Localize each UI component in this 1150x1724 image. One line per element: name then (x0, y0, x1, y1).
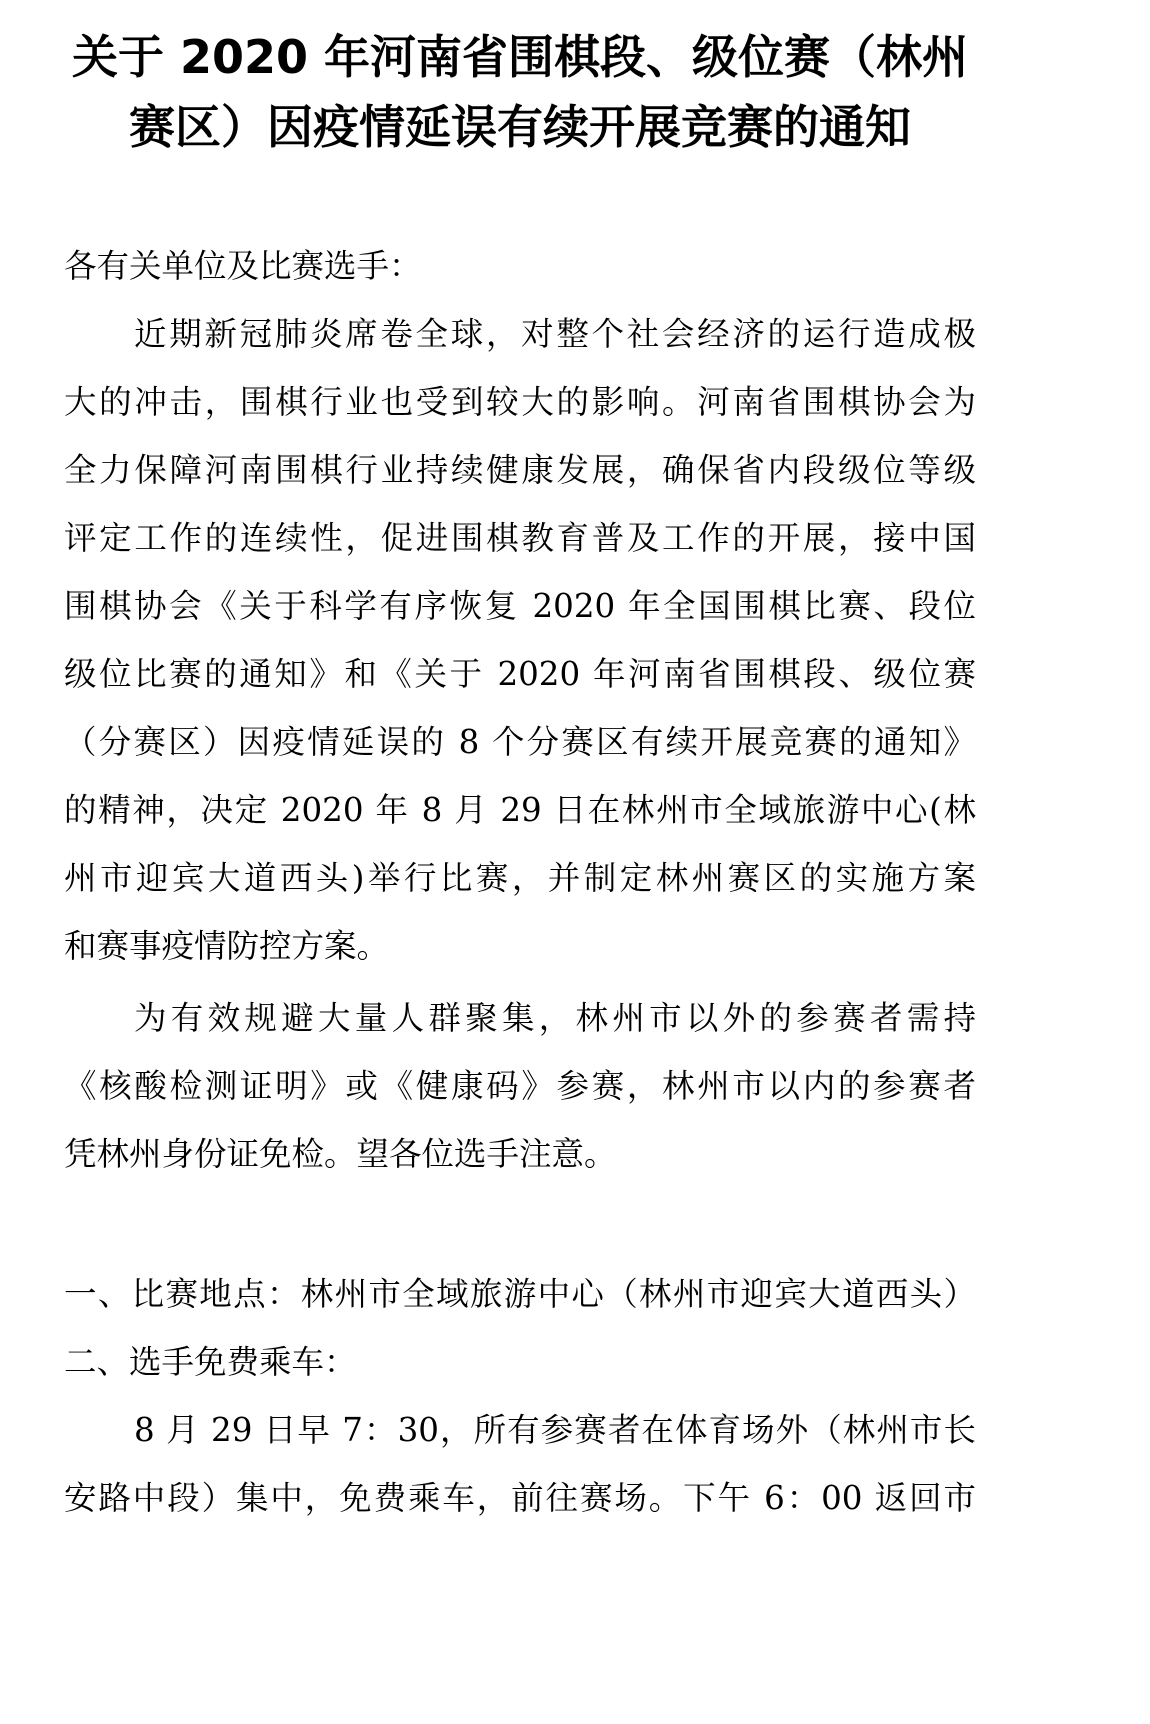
document-title-line-2: 赛区）因疫情延误有续开展竞赛的通知 (129, 100, 911, 154)
paragraph-1-line: 全力保障河南围棋行业持续健康发展，确保省内段级位等级 (64, 451, 976, 489)
section-2-heading: 二、选手免费乘车： (64, 1343, 357, 1381)
paragraph-1-line: 围棋协会《关于科学有序恢复 2020 年全国围棋比赛、段位 (64, 587, 976, 625)
document-title-line-1: 关于 2020 年河南省围棋段、级位赛（林州 (71, 30, 969, 84)
paragraph-1-line: 近期新冠肺炎席卷全球，对整个社会经济的运行造成极 (134, 315, 976, 353)
paragraph-1-line: 级位比赛的通知》和《关于 2020 年河南省围棋段、级位赛 (64, 655, 976, 693)
paragraph-1-line: 州市迎宾大道西头)举行比赛，并制定林州赛区的实施方案 (64, 859, 976, 897)
section-1-heading: 一、比赛地点：林州市全域旅游中心（林州市迎宾大道西头） (64, 1275, 976, 1313)
paragraph-1-line: 的精神，决定 2020 年 8 月 29 日在林州市全域旅游中心(林 (64, 791, 976, 829)
section-2-body-line: 安路中段）集中，免费乘车，前往赛场。下午 6：00 返回市 (64, 1479, 976, 1517)
paragraph-1-line: 评定工作的连续性，促进围棋教育普及工作的开展，接中国 (64, 519, 976, 557)
paragraph-1-line: （分赛区）因疫情延误的 8 个分赛区有续开展竞赛的通知》 (64, 723, 976, 761)
paragraph-2-line: 凭林州身份证免检。望各位选手注意。 (64, 1135, 617, 1173)
paragraph-2-line: 为有效规避大量人群聚集，林州市以外的参赛者需持 (134, 999, 976, 1037)
salutation: 各有关单位及比赛选手： (64, 247, 422, 285)
paragraph-1-line: 和赛事疫情防控方案。 (64, 927, 390, 965)
section-2-body-line: 8 月 29 日早 7：30，所有参赛者在体育场外（林州市长 (134, 1411, 976, 1449)
paragraph-1-line: 大的冲击，围棋行业也受到较大的影响。河南省围棋协会为 (64, 383, 976, 421)
paragraph-2-line: 《核酸检测证明》或《健康码》参赛，林州市以内的参赛者 (64, 1067, 976, 1105)
